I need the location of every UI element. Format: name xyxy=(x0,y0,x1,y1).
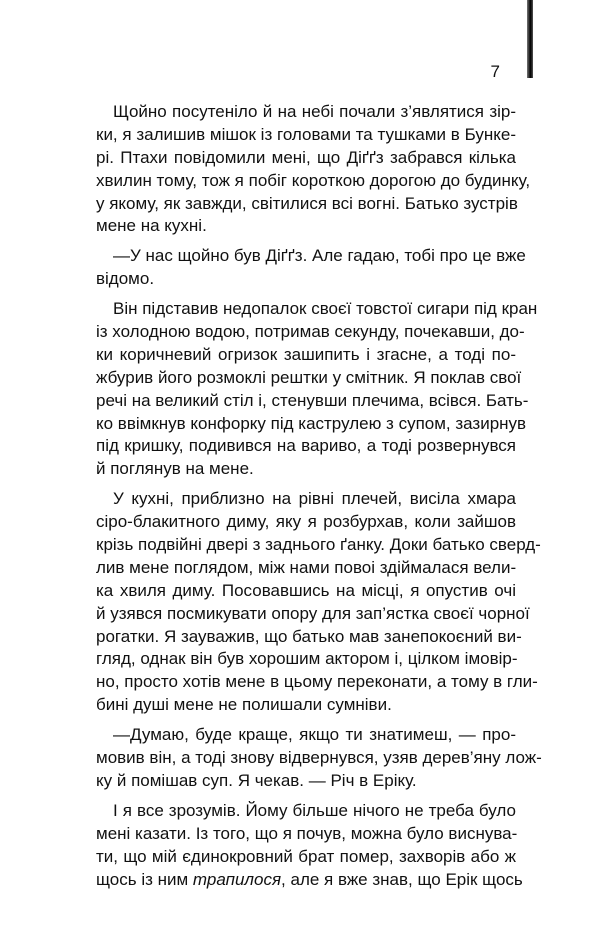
text-segment: щось із ним xyxy=(96,869,193,889)
body-text xyxy=(96,101,542,891)
text-line: ка хвиля диму. Посовавшись на місці, я опустив очі xyxy=(96,580,516,600)
text-line: Він підставив недопалок своєї товстої сигари під кран xyxy=(113,299,538,319)
text-line: ки, я залишив мішок із головами та тушками в Бунке- xyxy=(96,124,516,144)
text-line: жбурив його розмоклі рештки у смітник. Я поклав свої xyxy=(96,367,522,387)
text-line: но, просто хотів мене в цьому переконати, а тому в гли- xyxy=(96,672,538,692)
text-line xyxy=(96,869,523,892)
text-line: ки коричневий огризок зашипить і згасне, а тоді по- xyxy=(96,344,516,364)
text-line: й поглянув на мене. xyxy=(96,459,254,479)
text-line: Щойно посутеніло й на небі почали з’являтися зір- xyxy=(113,102,516,121)
text-line: рогатки. Я зауважив, що батько мав занепокоєний ви- xyxy=(96,626,522,646)
text-line: у якому, як завжди, світилися всі вогні. Батько зустрів xyxy=(96,193,518,213)
text-line: речі на великий стіл і, стенувши плечима, всівся. Бать- xyxy=(96,390,529,410)
text-line: із холодною водою, потримав секунду, почекавши, до- xyxy=(96,322,525,342)
text-line: —Думаю, буде краще, якщо ти знатимеш, — про- xyxy=(113,725,516,745)
text-line: й узявся посмикувати опору для зап’ястка своєї чорної xyxy=(96,603,530,623)
text-line: гляд, однак він був хорошим актором і, цілком імовір- xyxy=(96,649,518,669)
text-line: рі. Птахи повідомили мені, що Діґґз забрався кілька xyxy=(96,147,516,167)
text-line: відомо. xyxy=(96,269,155,289)
text-line: —У нас щойно був Діґґз. Але гадаю, тобі про це вже xyxy=(113,246,526,266)
text-line: сіро-блакитного диму, яку я розбурхав, коли зайшов xyxy=(96,512,516,532)
page-number: 7 xyxy=(490,62,500,81)
page-edge-mark xyxy=(527,0,533,78)
text-line: ти, що мій єдинокровний брат помер, захворів або ж xyxy=(96,846,516,866)
text-line: І я все зрозумів. Йому більше нічого не треба було xyxy=(113,800,516,820)
text-line: крізь подвійні двері з заднього ґанку. Доки батько сверд- xyxy=(96,535,541,555)
text-line: бині душі мене не полишали сумніви. xyxy=(96,695,392,715)
emphasized-word: трапилося xyxy=(192,869,282,889)
text-line: ко ввімкнув конфорку під каструлею з супом, зазирнув xyxy=(96,413,527,433)
text-line: під кришку, подивився на вариво, а тоді розвернувся xyxy=(96,436,516,456)
text-line: хвилин тому, тож я побіг короткою дорогою до будинку, xyxy=(96,170,531,190)
text-line: лив мене поглядом, між нами повоі здіймалася вели- xyxy=(96,557,517,577)
text-line: ку й помішав суп. Я чекав. — Річ в Еріку. xyxy=(96,770,417,790)
text-line: мовив він, а тоді знову відвернувся, узяв дерев’яну лож- xyxy=(96,748,542,768)
text-line: мені казати. Із того, що я почув, можна було виснува- xyxy=(96,823,518,843)
text-line: мене на кухні. xyxy=(96,216,207,236)
text-segment: , але я вже знав, що Ерік щось xyxy=(281,869,523,889)
text-line: У кухні, приблизно на рівні плечей, висіла хмара xyxy=(113,489,516,509)
